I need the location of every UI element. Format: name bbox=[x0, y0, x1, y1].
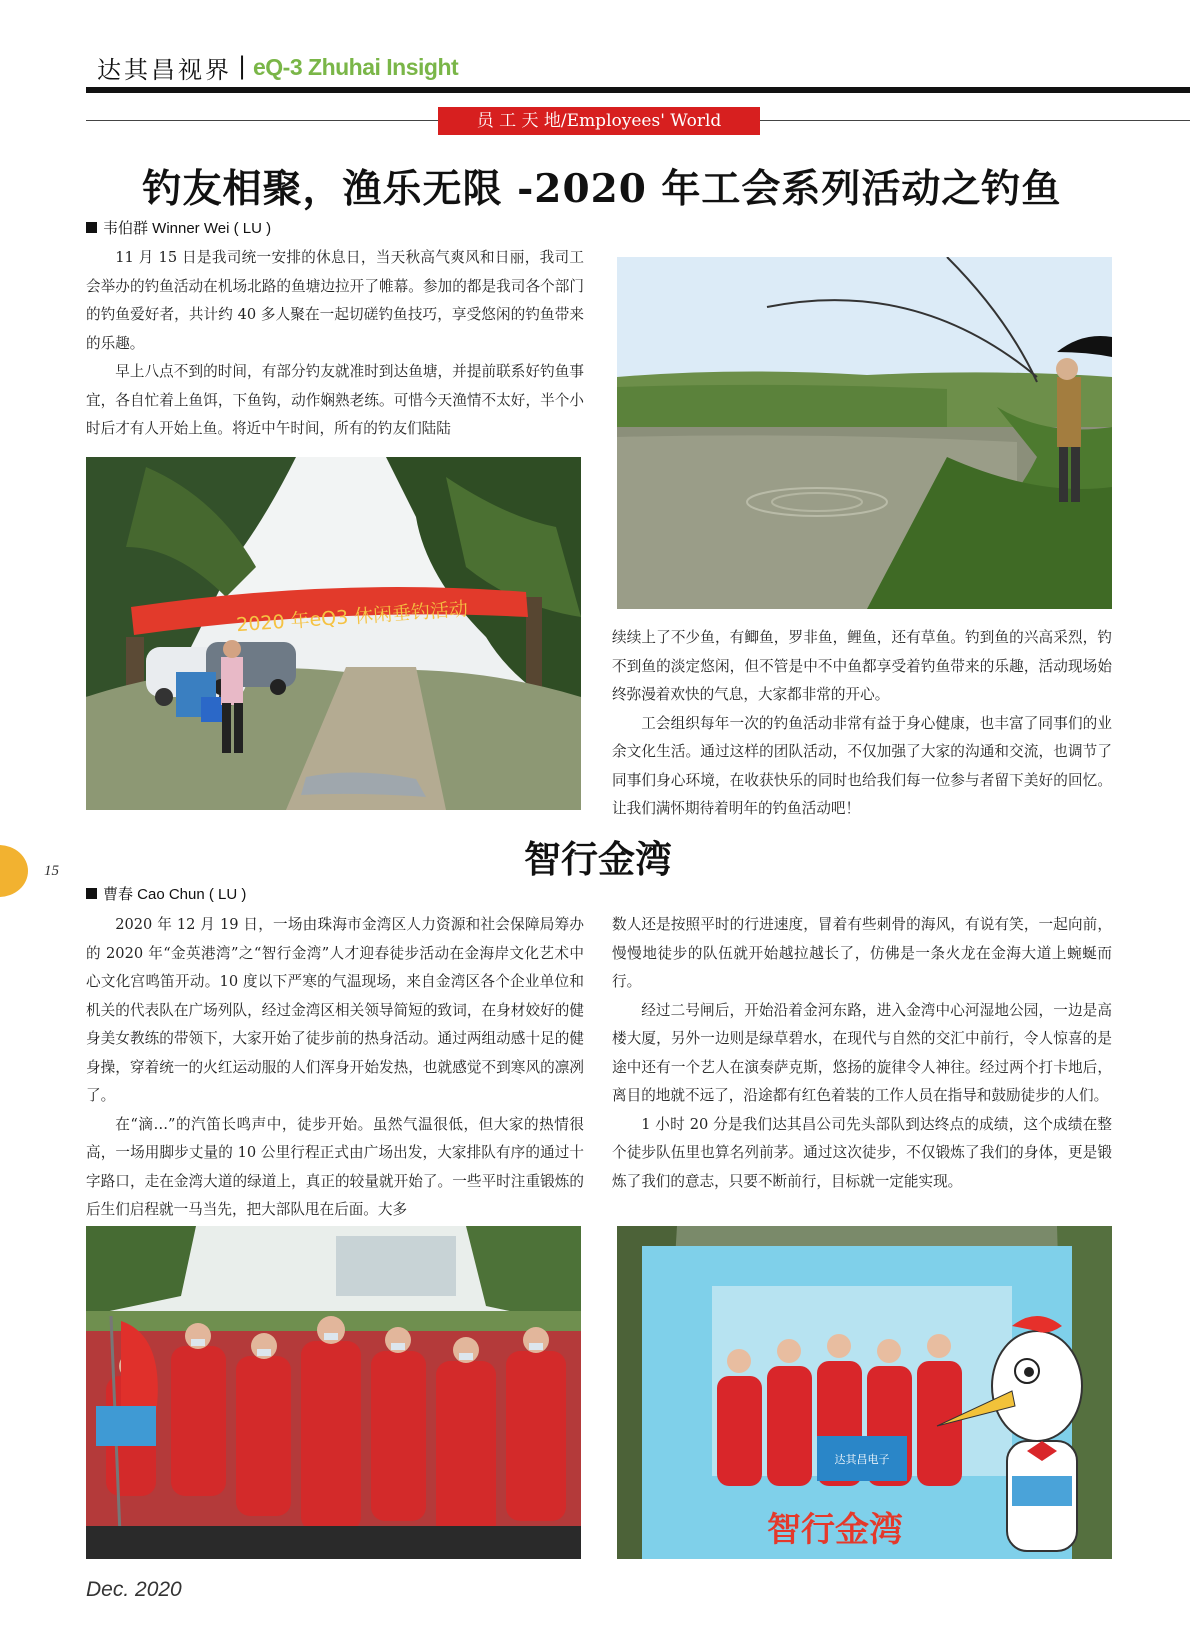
paragraph: 续续上了不少鱼，有鲫鱼，罗非鱼，鲤鱼，还有草鱼。钓到鱼的兴高采烈，钓不到鱼的淡定悠闲，但不管是中不中鱼都享受着钓鱼带来的乐趣，活动现场始终弥漫着欢快的气息，大家都非常的开心。 bbox=[612, 629, 1112, 703]
paragraph: 数人还是按照平时的行进速度，冒着有些刺骨的海风，有说有笑，一起向前，慢慢地徒步的队伍就开始越拉越长了，仿佛是一条火龙在金海大道上蜿蜒而行。 bbox=[612, 916, 1112, 990]
article1-byline bbox=[86, 217, 271, 238]
team-sign-text: 达其昌电子 bbox=[834, 1453, 890, 1466]
article1-title: 钓友相聚，渔乐无限 -2020 年工会系列活动之钓鱼 bbox=[142, 166, 1062, 212]
paragraph: 1 小时 20 分是我们达其昌公司先头部队到达终点的成绩，这个成绩在整个徒步队伍里也算名列前茅。通过这次徒步，不仅锻炼了我们的身体，更是锻炼了我们的意志，只要不断前行，目标就一定能实现。 bbox=[612, 1115, 1112, 1190]
photo-fishing-banner bbox=[86, 457, 581, 810]
magazine-title-cn: 达其昌视界 bbox=[97, 56, 232, 84]
page-tab bbox=[0, 845, 28, 897]
header-separator: | bbox=[238, 52, 247, 80]
article1-left-column bbox=[86, 244, 584, 444]
article2-left-column bbox=[86, 911, 584, 1225]
article2-author: 曹春 Cao Chun ( LU ) bbox=[103, 886, 247, 903]
byline-square-icon bbox=[86, 222, 97, 233]
paragraph: 经过二号闸后，开始沿着金河东路，进入金湾中心河湿地公园，一边是高楼大厦，另外一边则是绿草碧水，在现代与自然的交汇中前行，令人惊喜的是途中还有一个艺人在演奏萨克斯，悠扬的旋律令人神往。经过两个打卡地后，离目的地就不远了，沿途都有红色着装的工作人员在指导和鼓励徒步的人们。 bbox=[612, 1001, 1112, 1104]
paragraph: 11 月 15 日是我司统一安排的休息日，当天秋高气爽风和日丽，我司工会举办的钓鱼活动在机场北路的鱼塘边拉开了帷幕。参加的都是我司各个部门的钓鱼爱好者，共计约 40 多人聚在一起切磋钓鱼技巧，享受悠闲的钓鱼带来的乐趣。 bbox=[86, 249, 584, 352]
paragraph: 工会组织每年一次的钓鱼活动非常有益于身心健康，也丰富了同事们的业余文化生活。通过这样的团队活动，不仅加强了大家的沟通和交流，也调节了同事们身心环境，在收获快乐的同时也给我们每一位参与者留下美好的回忆。让我们满怀期待着明年的钓鱼活动吧！ bbox=[612, 714, 1112, 817]
banner-text: 2020 年eQ3 休闲垂钓活动 bbox=[235, 598, 469, 637]
article1-author: 韦伯群 Winner Wei ( LU ) bbox=[103, 220, 272, 237]
paragraph: 早上八点不到的时间，有部分钓友就准时到达鱼塘，并提前联系好钓鱼事宜，各自忙着上鱼饵，下鱼钩，动作娴熟老练。可惜今天渔情不太好，半个小时后才有人开始上鱼。将近中午时间，所有的钓友们陆陆 bbox=[86, 363, 584, 437]
issue-date: Dec. 2020 bbox=[86, 1578, 182, 1601]
board-slogan: 智行金湾 bbox=[767, 1510, 903, 1550]
byline-square-icon bbox=[86, 888, 97, 899]
magazine-title-en: eQ-3 Zhuhai Insight bbox=[253, 54, 459, 80]
photo-selfie-board bbox=[617, 1226, 1112, 1559]
article2-right-column bbox=[612, 911, 1112, 1196]
photo-fishing-pond bbox=[617, 257, 1112, 609]
header-rule bbox=[86, 87, 1190, 93]
article1-right-column bbox=[612, 624, 1112, 824]
article2-title: 智行金湾 bbox=[524, 837, 672, 881]
article2-byline bbox=[86, 883, 246, 904]
section-tag: 员 工 天 地/Employees' World bbox=[438, 107, 760, 135]
page-number: 15 bbox=[44, 863, 59, 879]
paragraph: 2020 年 12 月 19 日，一场由珠海市金湾区人力资源和社会保障局筹办的 2020 年“金英港湾”之“智行金湾”人才迎春徒步活动在金海岸文化艺术中心文化宫鸣笛开动。10 度以下严寒的气温现场，来自金湾区各个企业单位和机关的代表队在广场列队，经过金湾区相关领导简短的致词，在身材姣好的健身美女教练的带领下，大家开始了徒步前的热身活动。通过两组动感十足的健身操，穿着统一的火红运动服的人们浑身开始发热，也就感觉不到寒风的凛冽了。 bbox=[86, 916, 584, 1104]
paragraph: 在“滴…”的汽笛长鸣声中，徒步开始。虽然气温很低，但大家的热情很高，一场用脚步丈量的 10 公里行程正式由广场出发，大家排队有序的通过十字路口，走在金湾大道的绿道上，真正的较量就开始了。一些平时注重锻炼的后生们启程就一马当先，把大部队甩在后面。大多 bbox=[86, 1115, 584, 1218]
photo-hiking-crowd bbox=[86, 1226, 581, 1559]
